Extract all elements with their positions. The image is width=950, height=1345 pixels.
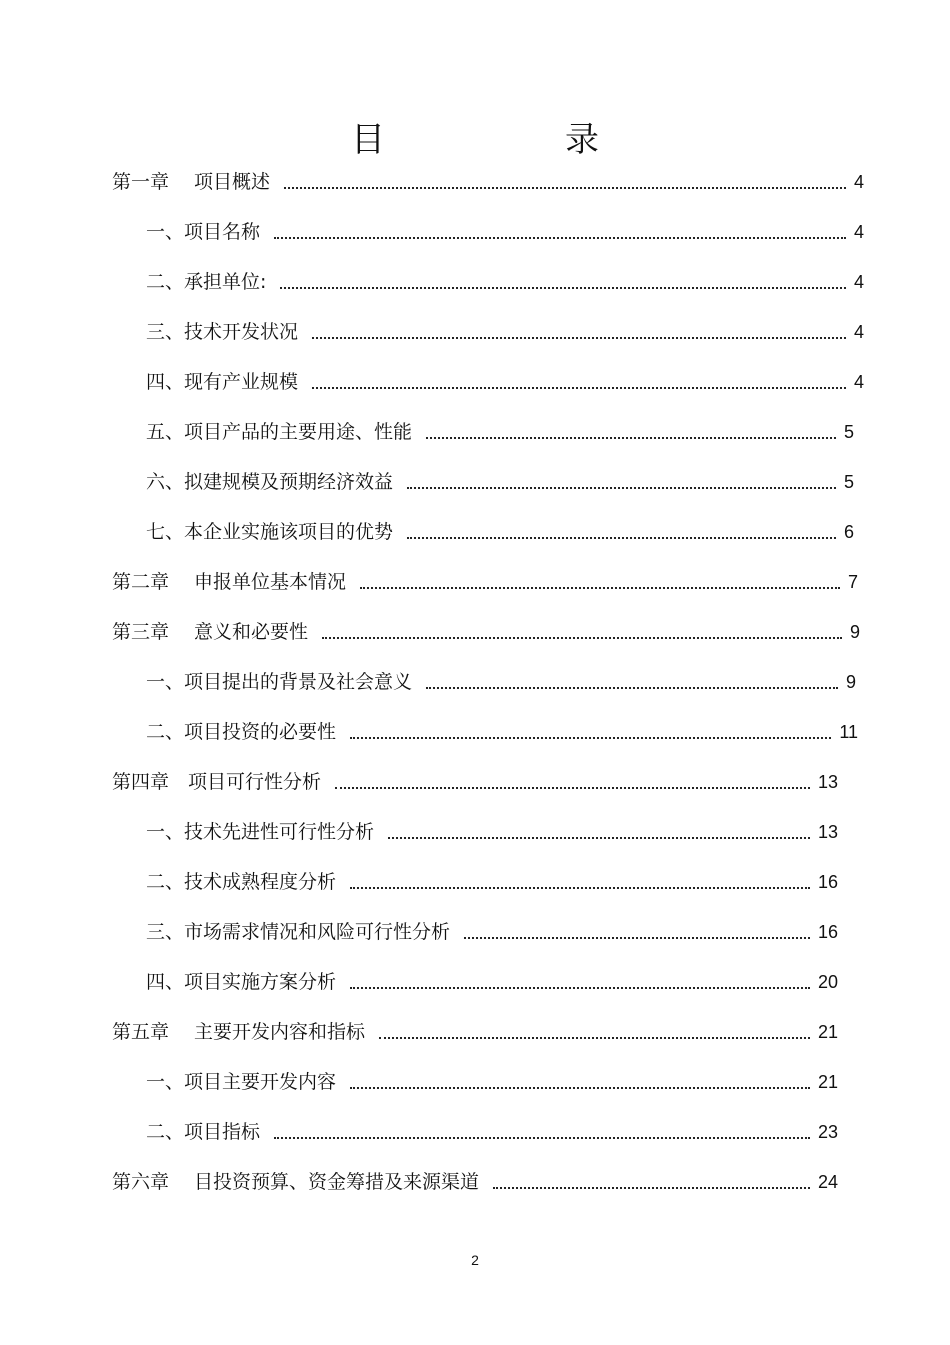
toc-entry-page: 9 <box>845 672 856 692</box>
toc-entry-page: 21 <box>817 1072 838 1092</box>
toc-title <box>0 118 950 162</box>
toc-entry-label: 三、技术开发状况 <box>146 321 299 343</box>
toc-entry[interactable] <box>146 868 838 896</box>
toc-leader-dots <box>274 1137 810 1139</box>
toc-entry-page: 4 <box>853 322 864 342</box>
toc-entry-label: 二、技术成熟程度分析 <box>146 871 337 893</box>
toc-entry-page: 7 <box>847 572 858 592</box>
toc-entry[interactable] <box>146 818 838 846</box>
toc-entry[interactable] <box>112 618 860 646</box>
toc-entry-label: 四、现有产业规模 <box>146 371 299 393</box>
toc-entry-page: 4 <box>853 222 864 242</box>
toc-entry-page: 4 <box>853 172 864 192</box>
toc-entry[interactable] <box>112 168 864 196</box>
toc-entry-page: 13 <box>817 822 838 842</box>
toc-entry-label: 一、项目提出的背景及社会意义 <box>146 671 413 693</box>
toc-entry-page: 20 <box>817 972 838 992</box>
toc-entry[interactable] <box>146 218 864 246</box>
toc-entry-label: 六、拟建规模及预期经济效益 <box>146 471 394 493</box>
toc-leader-dots <box>350 737 831 739</box>
toc-entry[interactable] <box>112 768 838 796</box>
toc-entry-label: 第一章 项目概述 <box>112 171 271 193</box>
toc-entry[interactable] <box>146 468 854 496</box>
toc-entry[interactable] <box>146 318 864 346</box>
toc-entry[interactable] <box>146 418 854 446</box>
toc-entry-label: 五、项目产品的主要用途、性能 <box>146 421 413 443</box>
toc-entry-page: 5 <box>843 472 854 492</box>
toc-entry-label: 二、项目指标 <box>146 1121 261 1143</box>
toc-leader-dots <box>284 187 846 189</box>
toc-leader-dots <box>280 287 846 289</box>
toc-entry-page: 9 <box>849 622 860 642</box>
toc-entry-label: 第四章 项目可行性分析 <box>112 771 322 793</box>
toc-leader-dots <box>350 1087 810 1089</box>
toc-leader-dots <box>335 787 810 789</box>
toc-entry-page: 16 <box>817 872 838 892</box>
toc-leader-dots <box>350 987 810 989</box>
toc-entry[interactable] <box>146 1068 838 1096</box>
page-number: 2 <box>471 1252 479 1268</box>
toc-entry-page: 16 <box>817 922 838 942</box>
toc-title-left: 目 <box>351 120 385 160</box>
toc-entry-page: 24 <box>817 1172 838 1192</box>
toc-leader-dots <box>426 437 836 439</box>
toc-leader-dots <box>322 637 842 639</box>
toc-leader-dots <box>464 937 810 939</box>
toc-entry-label: 第三章 意义和必要性 <box>112 621 309 643</box>
toc-entry-page: 4 <box>853 372 864 392</box>
toc-entry-label: 三、市场需求情况和风险可行性分析 <box>146 921 451 943</box>
toc-entry-label: 二、项目投资的必要性 <box>146 721 337 743</box>
toc-entry-page: 11 <box>839 722 858 742</box>
toc-entry[interactable] <box>112 568 858 596</box>
toc-leader-dots <box>312 387 846 389</box>
toc-leader-dots <box>426 687 838 689</box>
toc-entry-label: 第六章 目投资预算、资金筹措及来源渠道 <box>112 1171 480 1193</box>
toc-entry-label: 一、项目名称 <box>146 221 261 243</box>
toc-entry-label: 七、本企业实施该项目的优势 <box>146 521 394 543</box>
toc-leader-dots <box>350 887 810 889</box>
toc-leader-dots <box>388 837 810 839</box>
toc-leader-dots <box>379 1037 810 1039</box>
toc-entry-label: 一、技术先进性可行性分析 <box>146 821 375 843</box>
toc-entry[interactable] <box>146 668 856 696</box>
toc-entry-page: 13 <box>817 772 838 792</box>
toc-title-right: 录 <box>565 120 599 160</box>
toc-entry-label: 四、项目实施方案分析 <box>146 971 337 993</box>
toc-entry-label: 第五章 主要开发内容和指标 <box>112 1021 366 1043</box>
toc-entry-page: 6 <box>843 522 854 542</box>
toc-entry-page: 5 <box>843 422 854 442</box>
toc-entry[interactable] <box>146 918 838 946</box>
toc-entry[interactable] <box>146 268 864 296</box>
toc-leader-dots <box>493 1187 810 1189</box>
toc-entry[interactable] <box>146 968 838 996</box>
toc-leader-dots <box>274 237 846 239</box>
toc-leader-dots <box>360 587 840 589</box>
toc-entry-label: 一、项目主要开发内容 <box>146 1071 337 1093</box>
toc-entry-page: 21 <box>817 1022 838 1042</box>
toc-entry[interactable] <box>146 368 864 396</box>
toc-entry-page: 23 <box>817 1122 838 1142</box>
toc-entry[interactable] <box>146 718 858 746</box>
toc-entry[interactable] <box>146 518 854 546</box>
toc-leader-dots <box>407 537 836 539</box>
toc-leader-dots <box>312 337 846 339</box>
toc-entry[interactable] <box>112 1168 838 1196</box>
toc-entry[interactable] <box>112 1018 838 1046</box>
toc-leader-dots <box>407 487 836 489</box>
toc-entry-label: 第二章 申报单位基本情况 <box>112 571 347 593</box>
toc-entry[interactable] <box>146 1118 838 1146</box>
toc-entry-page: 4 <box>853 272 864 292</box>
toc-entry-label: 二、承担单位: <box>146 271 267 293</box>
